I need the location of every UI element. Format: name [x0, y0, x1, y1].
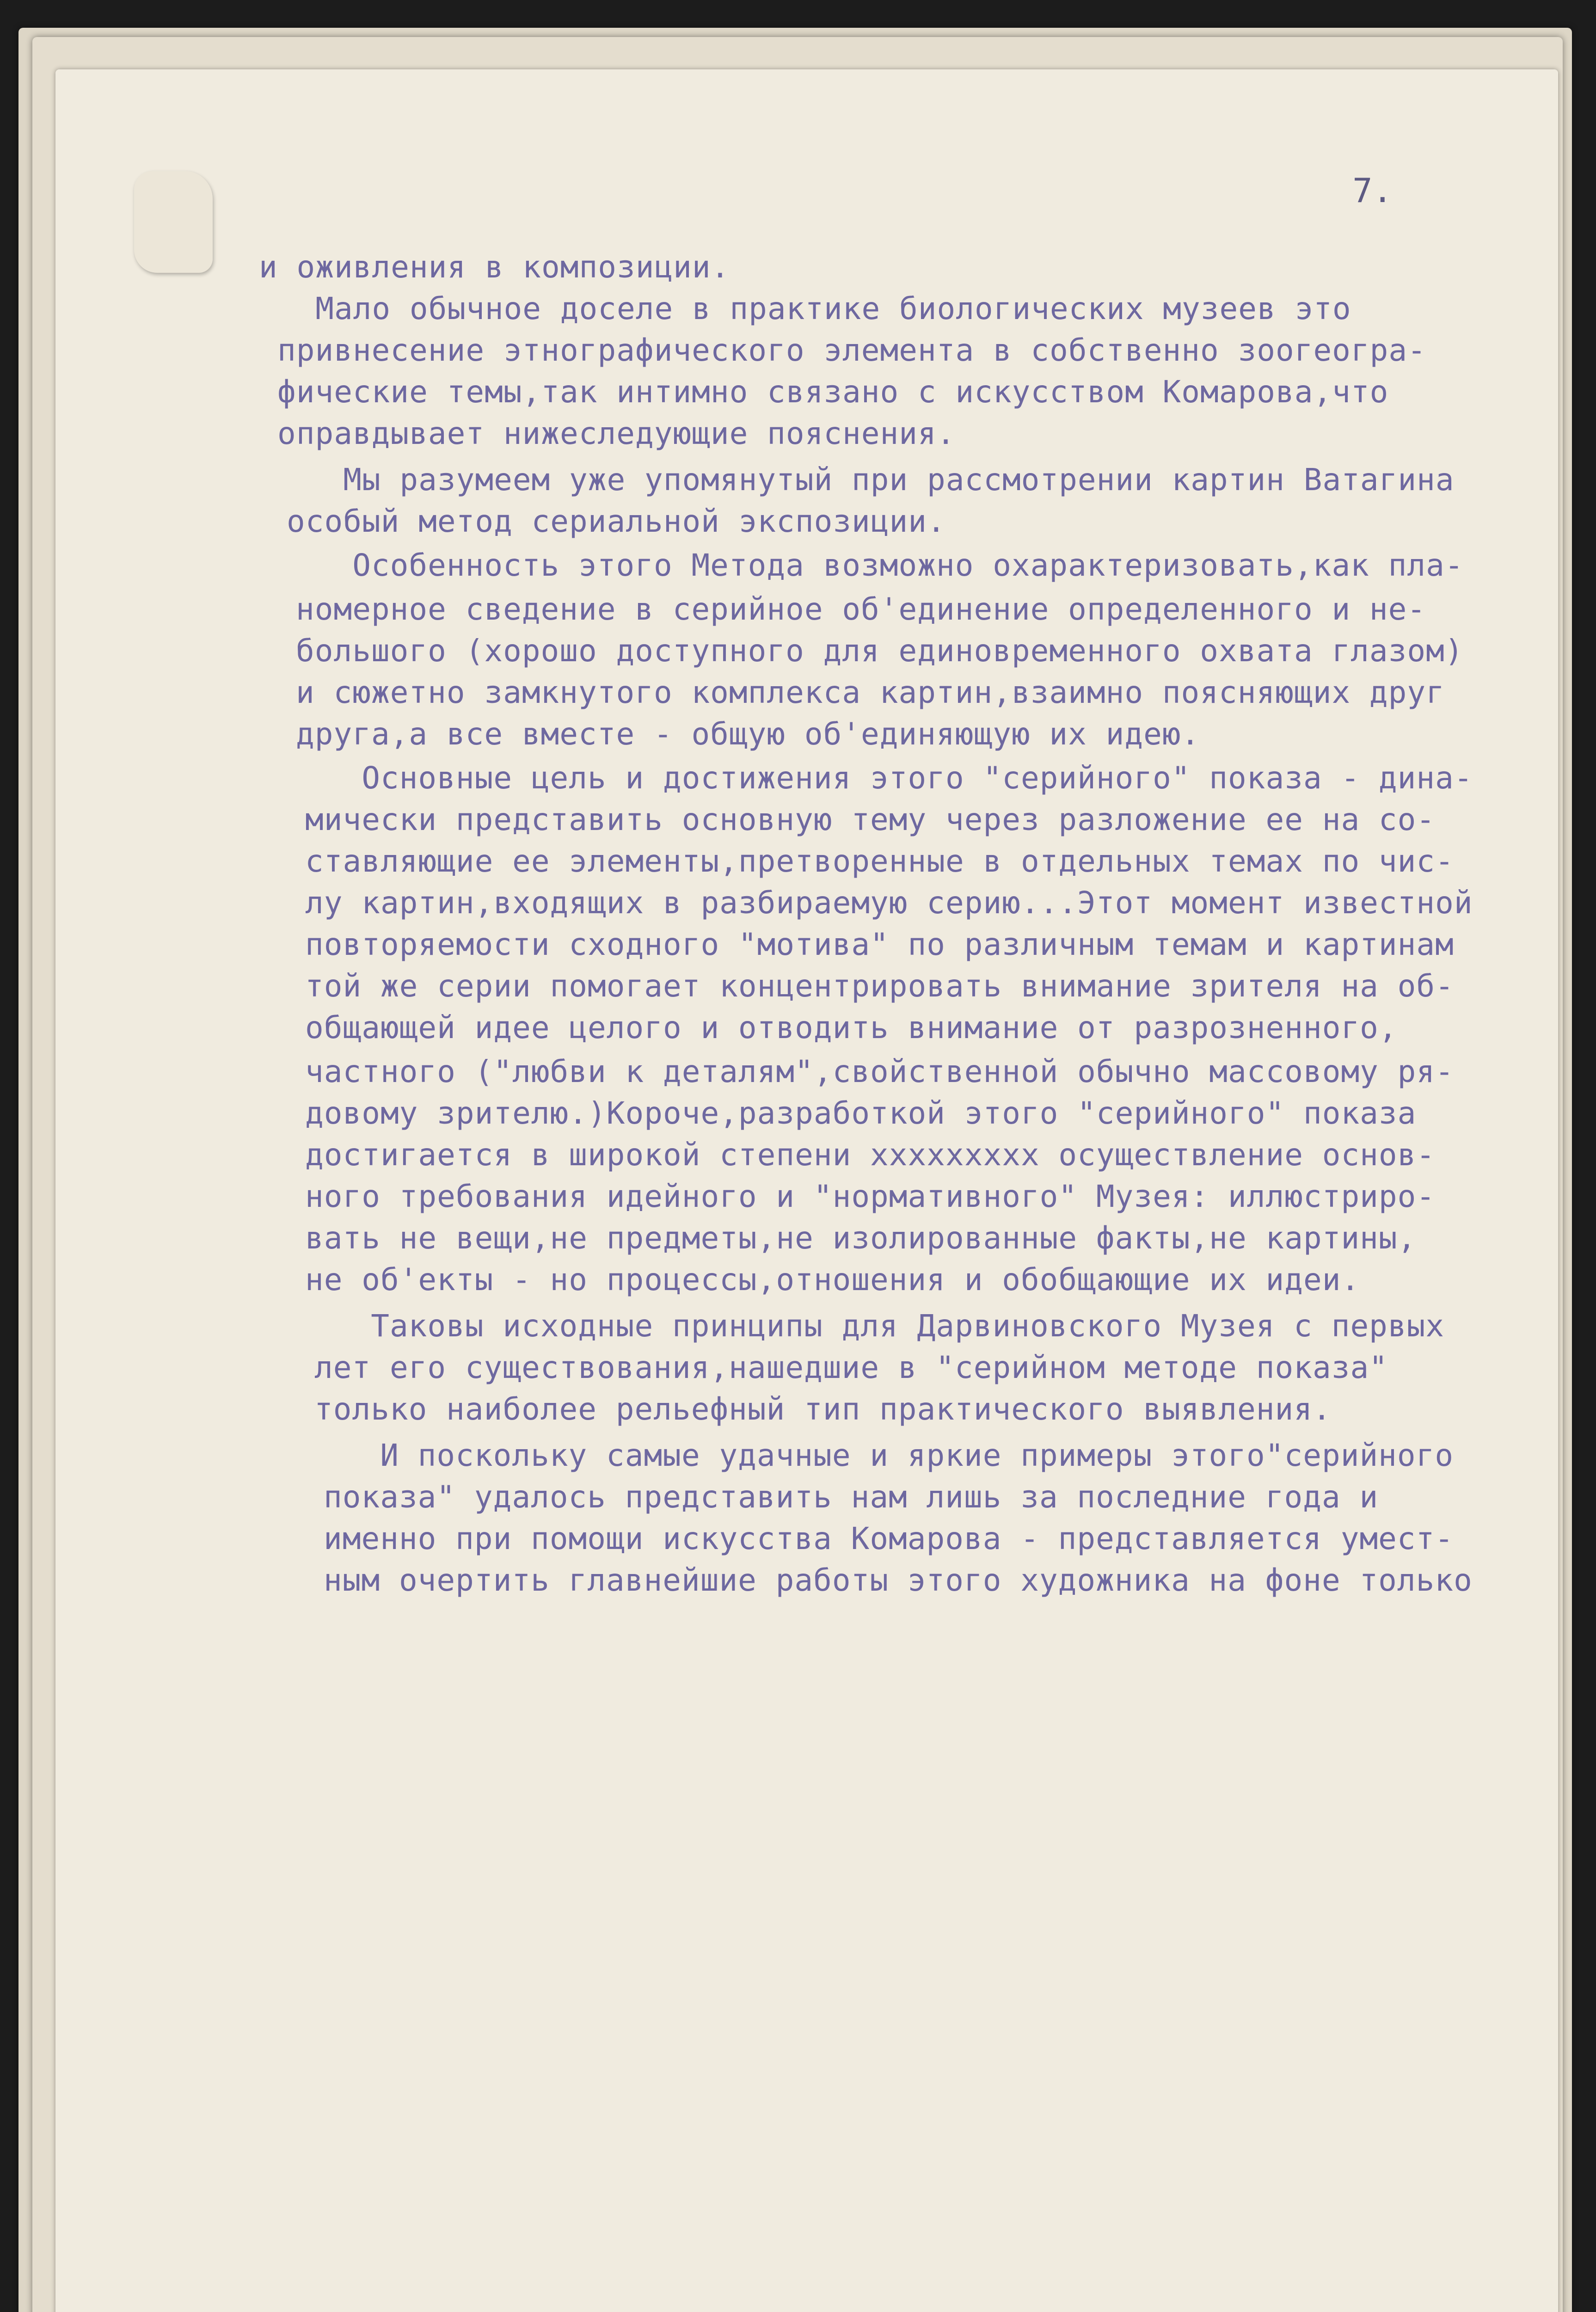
text-line: оправдывает нижеследующие пояснения. — [277, 416, 956, 451]
text-line: мически представить основную тему через разложение ее на со- — [305, 802, 1436, 837]
text-line: показа" удалось представить нам лишь за последние года и — [324, 1479, 1379, 1515]
text-line: вать не вещи,не предметы,не изолированные факты,не картины, — [305, 1220, 1417, 1256]
text-line: повторяемости сходного "мотива" по различным темам и картинам — [305, 927, 1454, 962]
text-line: лет его существования,нашедшие в "серийном методе показа" — [314, 1350, 1388, 1385]
text-line: лу картин,входящих в разбираемую серию...Этот момент известной — [305, 885, 1473, 921]
text-line: фические темы,так интимно связано с искусством Комарова,что — [277, 374, 1389, 410]
text-line: частного ("любви к деталям",свойственной обычно массовому ря- — [305, 1054, 1454, 1089]
text-line: достигается в широкой степени xxxxxxxxx осуществление основ- — [305, 1137, 1436, 1173]
text-line: Основные цель и достижения этого "серийного" показа - дина- — [305, 760, 1473, 796]
text-line: именно при помощи искусства Комарова - представляется умест- — [324, 1521, 1454, 1556]
text-line: и сюжетно замкнутого комплекса картин,взаимно поясняющих друг — [296, 675, 1445, 710]
page-number: 7. — [1352, 171, 1393, 210]
text-line: ным очертить главнейшие работы этого художника на фоне только — [324, 1562, 1473, 1598]
text-line: друга,а все вместе - общую об'единяющую их идею. — [296, 716, 1200, 752]
text-line: особый метод сериальной экспозиции. — [287, 504, 946, 539]
text-line: большого (хорошо доступного для единовременного охвата глазом) — [296, 633, 1464, 669]
text-line: ного требования идейного и "нормативного" Музея: иллюстриро- — [305, 1179, 1436, 1214]
text-line: Особенность этого Метода возможно охарактеризовать,как пла- — [296, 547, 1464, 583]
text-line: Мы разумеем уже упомянутый при рассмотрении картин Ватагина — [287, 462, 1455, 498]
text-line: и оживления в композиции. — [259, 249, 730, 285]
text-line: только наиболее рельефный тип практического выявления. — [314, 1391, 1332, 1427]
text-line: Таковы исходные принципы для Дарвиновского Музея с первых — [314, 1308, 1445, 1344]
text-line: общающей идее целого и отводить внимание от разрозненного, — [305, 1010, 1398, 1045]
text-line: номерное сведение в серийное об'единение определенного и не- — [296, 591, 1426, 627]
text-line: не об'екты - но процессы,отношения и обобщающие их идеи. — [305, 1262, 1360, 1297]
binding-tab — [134, 171, 213, 273]
text-line: ставляющие ее элементы,претворенные в отдельных темах по чис- — [305, 843, 1454, 879]
text-line: довому зрителю.)Короче,разработкой этого "серийного" показа — [305, 1095, 1417, 1131]
text-line: Мало обычное доселе в практике биологических музеев это — [259, 291, 1351, 326]
text-line: привнесение этнографического элемента в собственно зоогеогра- — [277, 332, 1426, 368]
text-line: той же серии помогает концентрировать внимание зрителя на об- — [305, 968, 1454, 1004]
text-line: И поскольку самые удачные и яркие примеры этого"серийного — [324, 1438, 1454, 1473]
